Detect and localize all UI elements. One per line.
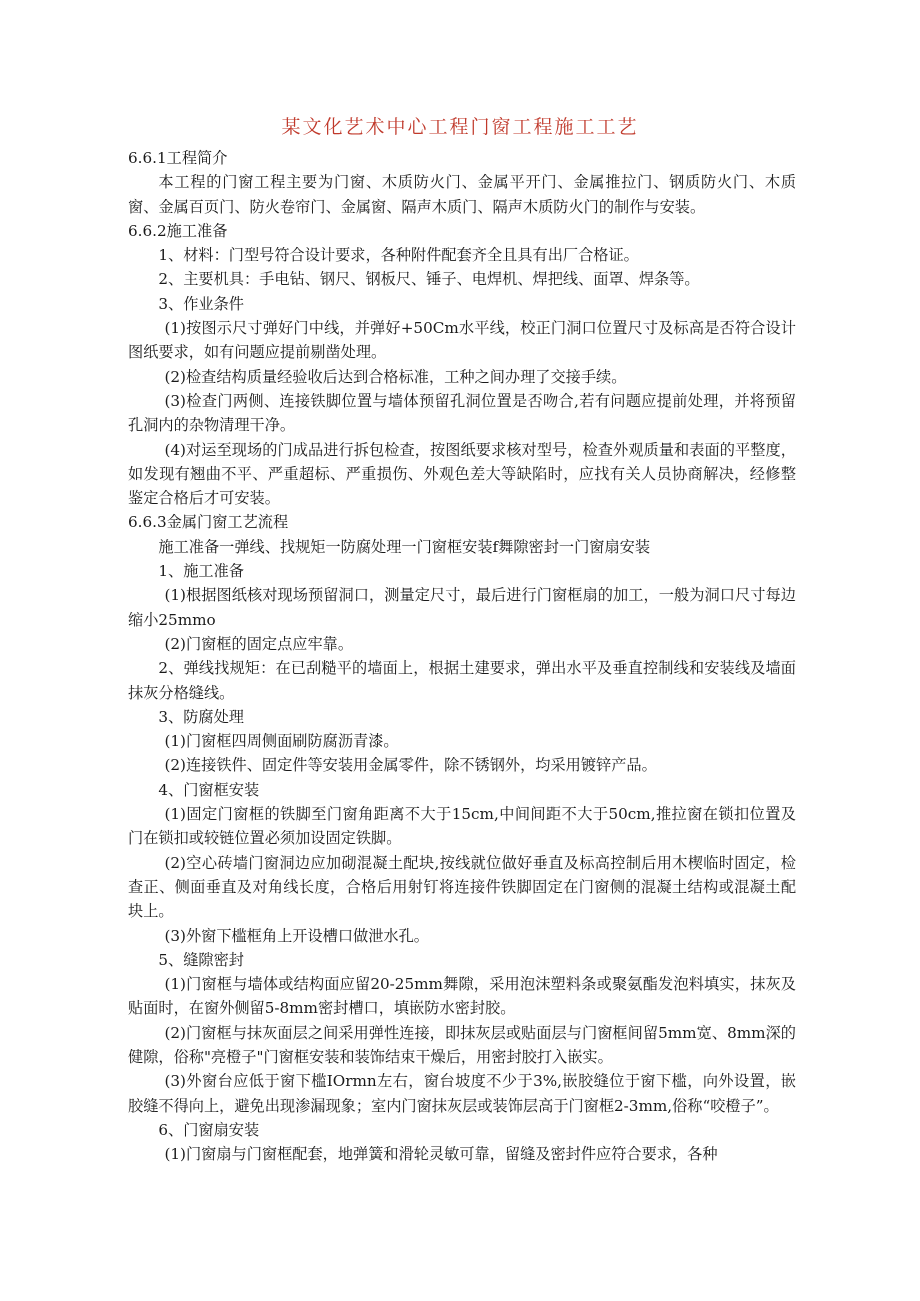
paragraph: (1)固定门窗框的铁脚至门窗角距离不大于15cm,中间间距不大于50cm,推拉窗在锁扣位置及门在锁扣或较链位置必须加设固定铁脚。 — [128, 805, 796, 848]
paragraph: (1)按图示尺寸弹好门中线，并弹好+50Cm水平线，校正门洞口位置尺寸及标高是否符合设计图纸要求，如有问题应提前剔凿处理。 — [128, 319, 796, 362]
paragraph: (4)对运至现场的门成品进行拆包检查，按图纸要求核对型号，检查外观质量和表面的平整度，如发现有翘曲不平、严重超标、严重损伤、外观色差大等缺陷时，应找有关人员协商解决，经修整鉴定合格后才可安装。 — [128, 440, 796, 508]
paragraph: (1)门窗框与墙体或结构面应留20-25mm舞隙，采用泡沫塑料条或聚氨酯发泡料填实，抹灰及贴面时，在窗外侧留5-8mm密封槽口，填嵌防水密封胶。 — [128, 975, 796, 1018]
paragraph: 5、缝隙密封 — [158, 950, 244, 969]
paragraph: 3、防腐处理 — [158, 707, 244, 726]
paragraph: 1、施工准备 — [158, 562, 244, 581]
paragraph: (2)检查结构质量经验收后达到合格标准，工种之间办理了交接手续。 — [164, 367, 627, 386]
paragraph: 2、弹线找规矩：在已刮糙平的墙面上，根据土建要求，弹出水平及垂直控制线和安装线及墙面抹灰分格缝线。 — [128, 659, 796, 702]
section-heading: 6.6.2施工准备 — [128, 221, 228, 240]
paragraph: 1、材料：门型号符合设计要求，各种附件配套齐全且具有出厂合格证。 — [158, 246, 639, 265]
section-heading: 6.6.1工程简介 — [128, 149, 228, 167]
document-body — [128, 146, 796, 1166]
paragraph: 施工准备一弹线、找规矩一防腐处理一门窗框安装f舞隙密封一门窗扇安装 — [158, 537, 651, 556]
paragraph: 本工程的门窗工程主要为门窗、木质防火门、金属平开门、金属推拉门、钢质防火门、木质窗、金属百页门、防火卷帘门、金属窗、隔声木质门、隔声木质防火门的制作与安装。 — [128, 173, 796, 216]
paragraph: (2)门窗框的固定点应牢靠。 — [164, 634, 354, 653]
paragraph: (1)根据图纸核对现场预留洞口，测量定尺寸，最后进行门窗框扇的加工，一般为洞口尺寸每边缩小25mmo — [128, 586, 796, 629]
paragraph: (3)外窗台应低于窗下槛IOrmn左右，窗台坡度不少于3%,嵌胶缝位于窗下槛，向外设置，嵌胶缝不得向上，避免出现渗漏现象；室内门窗抹灰层或装饰层高于门窗框2-3mm,俗称“咬橙子”。 — [128, 1072, 796, 1115]
paragraph: 6、门窗扇安装 — [158, 1120, 260, 1139]
paragraph: (3)检查门两侧、连接铁脚位置与墙体预留孔洞位置是否吻合,若有问题应提前处理，并将预留孔洞内的杂物清理干净。 — [128, 391, 796, 435]
paragraph: (3)外窗下槛框角上开设槽口做泄水孔。 — [164, 926, 429, 945]
paragraph: (1)门窗框四周侧面刷防腐沥青漆。 — [164, 732, 399, 751]
paragraph: (2)门窗框与抹灰面层之间采用弹性连接，即抹灰层或贴面层与门窗框间留5mm宽、8mm深的健隙，俗称"亮橙子"门窗框安装和装饰结束干燥后，用密封胶打入嵌实。 — [128, 1023, 796, 1066]
paragraph: 4、门窗框安装 — [158, 780, 260, 799]
document-title: 某文化艺术中心工程门窗工程施工工艺 — [281, 116, 639, 138]
paragraph: 3、作业条件 — [158, 294, 244, 313]
section-heading: 6.6.3金属门窗工艺流程 — [128, 513, 289, 532]
paragraph: (1)门窗扇与门窗框配套，地弹簧和滑轮灵敏可靠，留缝及密封件应符合要求，各种 — [164, 1145, 718, 1164]
paragraph: 2、主要机具：手电钻、钢尺、钢板尺、锤子、电焊机、焊把线、面罩、焊条等。 — [158, 270, 700, 289]
paragraph: (2)连接铁件、固定件等安装用金属零件，除不锈钢外，均采用镀锌产品。 — [164, 756, 657, 775]
paragraph: (2)空心砖墙门窗洞边应加砌混凝土配块,按线就位做好垂直及标高控制后用木楔临时固定，检查正、侧面垂直及对角线长度，合格后用射钉将连接件铁脚固定在门窗侧的混凝土结构或混凝土配块上。 — [128, 853, 796, 921]
